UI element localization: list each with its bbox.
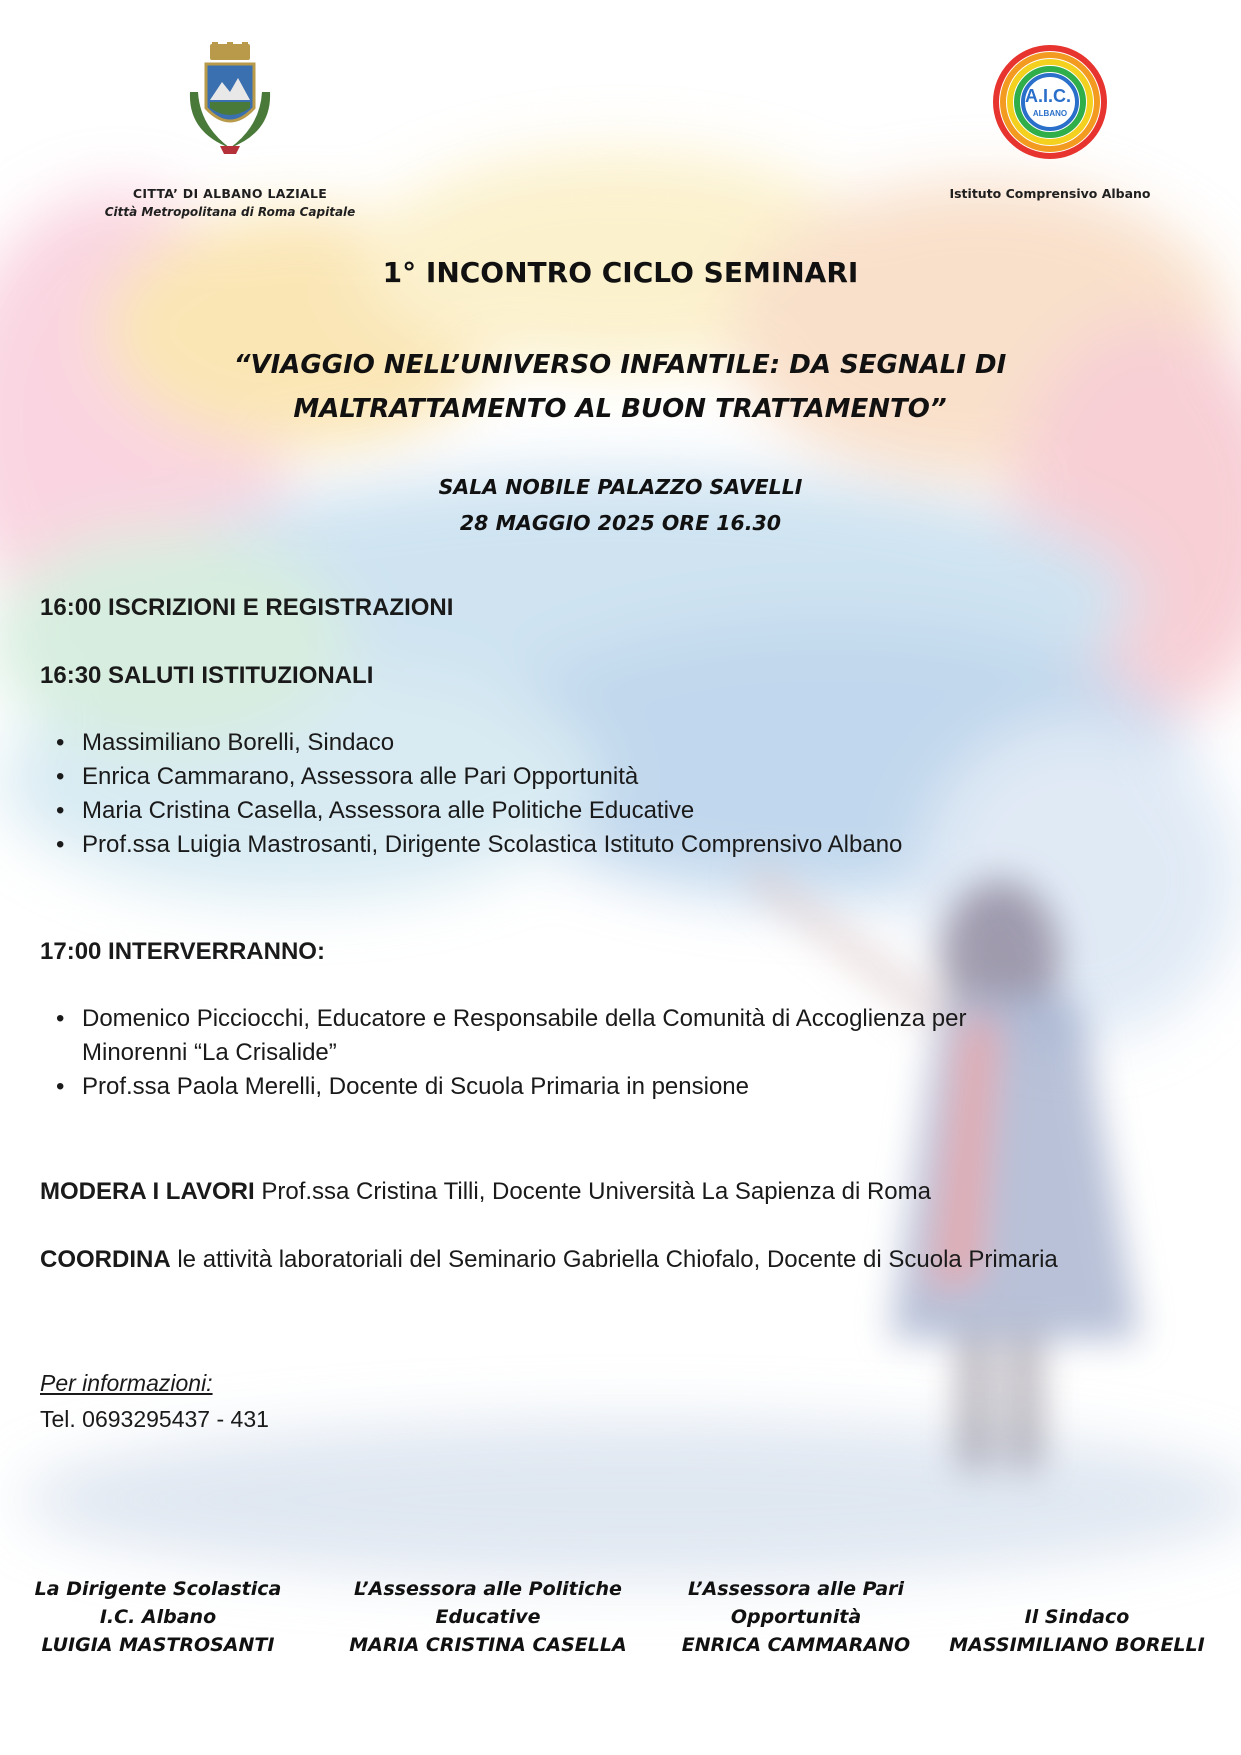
moderator-text: Prof.ssa Cristina Tilli, Docente Università La Sapienza di Roma: [254, 1178, 931, 1205]
institute-name: Istituto Comprensivo Albano: [949, 186, 1151, 201]
list-item: • Prof.ssa Luigia Mastrosanti, Dirigente Scolastica Istituto Comprensivo Albano: [82, 828, 1190, 862]
city-header: [90, 186, 370, 219]
list-item: • Massimiliano Borelli, Sindaco: [82, 726, 1190, 760]
signature-role: Il Sindaco: [1024, 1606, 1130, 1628]
speakers-list: [40, 1002, 1160, 1104]
signature-name: ENRICA CAMMARANO: [681, 1634, 911, 1656]
coordinator-label: COORDINA: [40, 1246, 171, 1273]
speakers-heading: 17:00 INTERVERRANNO:: [40, 938, 325, 965]
signature-name: MARIA CRISTINA CASELLA: [349, 1634, 627, 1656]
subtitle-line-1: “VIAGGIO NELL’UNIVERSO INFANTILE: DA SEGNALI DI: [233, 350, 1007, 380]
signature-name: MASSIMILIANO BORELLI: [949, 1634, 1205, 1656]
moderator-line: [40, 1178, 1220, 1206]
coordinator-line: [40, 1246, 1220, 1274]
signature-role: La Dirigente Scolastica: [34, 1578, 282, 1600]
moderator-label: MODERA I LAVORI: [40, 1178, 255, 1205]
signature-principal: [18, 1575, 298, 1659]
greetings-list: [40, 726, 1190, 862]
subtitle-line-2: MALTRATTAMENTO AL BUON TRATTAMENTO”: [293, 394, 947, 424]
list-item: • Prof.ssa Paola Merelli, Docente di Scuola Primaria in pensione: [82, 1070, 1160, 1104]
signature-name: LUIGIA MASTROSANTI: [41, 1634, 275, 1656]
signature-equal-opportunities-councillor: [656, 1575, 936, 1659]
info-phone: Tel. 0693295437 - 431: [40, 1406, 269, 1432]
list-item: • Enrica Cammarano, Assessora alle Pari Opportunità: [82, 760, 1190, 794]
logo-sub: ALBANO: [1032, 109, 1068, 118]
list-item: • Maria Cristina Casella, Assessora alle Politiche Educative: [82, 794, 1190, 828]
signature-education-councillor: [348, 1575, 628, 1659]
venue-block: [0, 469, 1241, 541]
venue-datetime: 28 MAGGIO 2025 ORE 16.30: [459, 511, 782, 535]
greetings-heading: 16:30 SALUTI ISTITUZIONALI: [40, 662, 374, 689]
logo-text: A.I.C.: [1024, 86, 1072, 106]
signature-role: L’Assessora alle Pari: [687, 1578, 905, 1600]
institute-logo-icon: [992, 44, 1108, 160]
coordinator-text: le attività laboratoriali del Seminario Gabriella Chiofalo, Docente di Scuola Primaria: [170, 1246, 1058, 1273]
signature-role: I.C. Albano: [99, 1606, 217, 1628]
speaker-line-2: Minorenni “La Crisalide”: [82, 1039, 337, 1066]
metropolitan-city: Città Metropolitana di Roma Capitale: [104, 205, 356, 219]
page-title: 1° INCONTRO CICLO SEMINARI: [382, 256, 859, 289]
city-name: CITTA’ DI ALBANO LAZIALE: [132, 186, 328, 201]
signature-role: [937, 1575, 1217, 1603]
signature-role: Educative: [435, 1606, 541, 1628]
info-label: Per informazioni:: [40, 1370, 213, 1396]
signature-mayor: [937, 1575, 1217, 1659]
seminar-subtitle: [120, 343, 1120, 431]
registration-heading: 16:00 ISCRIZIONI E REGISTRAZIONI: [40, 594, 454, 621]
albano-crest-icon: [180, 42, 280, 160]
signature-role: Opportunità: [730, 1606, 862, 1628]
venue-place: SALA NOBILE PALAZZO SAVELLI: [438, 475, 803, 499]
speaker-line-1: • Domenico Picciocchi, Educatore e Responsabile della Comunità di Accoglienza per: [82, 1005, 967, 1032]
signature-role: L’Assessora alle Politiche: [354, 1578, 622, 1600]
list-item: [82, 1002, 1160, 1070]
